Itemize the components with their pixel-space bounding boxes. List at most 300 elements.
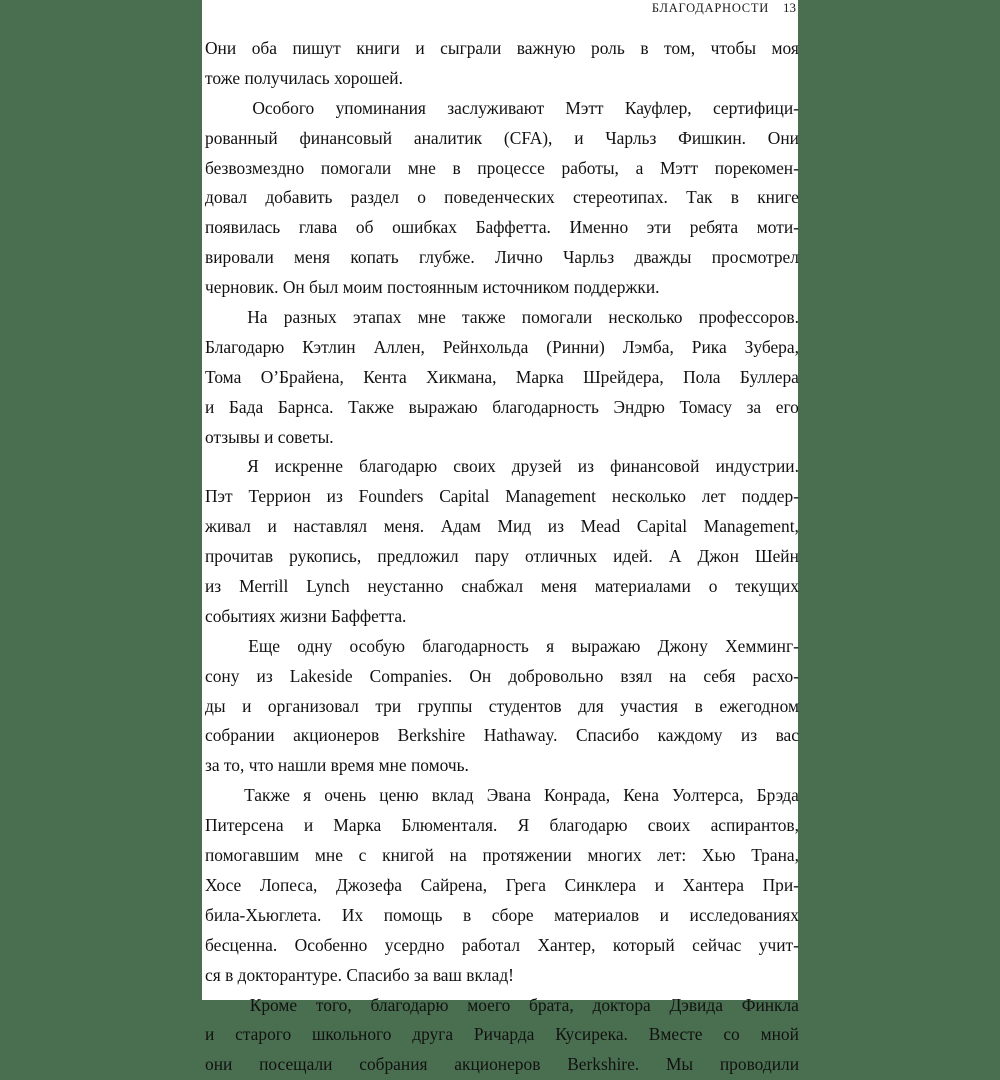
word: Он bbox=[469, 662, 491, 692]
word: работал bbox=[462, 931, 520, 961]
word: раздел bbox=[351, 183, 399, 213]
word: ребята bbox=[690, 213, 738, 243]
word: заслуживают bbox=[447, 94, 544, 124]
word: пишут bbox=[292, 34, 340, 64]
word: брата, bbox=[529, 991, 574, 1021]
word: очень bbox=[324, 781, 366, 811]
word: а bbox=[636, 154, 644, 184]
word: своих bbox=[648, 811, 691, 841]
word: Тома bbox=[205, 363, 241, 393]
word: поддер- bbox=[742, 482, 799, 512]
word: поведенческих bbox=[444, 183, 555, 213]
word: ежегодном bbox=[719, 692, 799, 722]
word: за bbox=[747, 393, 762, 423]
word: о bbox=[709, 572, 718, 602]
word: материалами bbox=[595, 572, 691, 602]
word: довал bbox=[205, 183, 247, 213]
word: глубже. bbox=[419, 243, 475, 273]
word: финансовый bbox=[300, 124, 393, 154]
word: Марка bbox=[516, 363, 564, 393]
body-text bbox=[202, 34, 800, 1080]
word: индустрии. bbox=[716, 452, 799, 482]
word: дважды bbox=[634, 243, 691, 273]
word: проводили bbox=[720, 1050, 799, 1080]
word: Так bbox=[686, 183, 712, 213]
word: старого bbox=[235, 1020, 291, 1050]
text-line: черновик. Он был моим постоянным источником поддержки. bbox=[205, 273, 799, 303]
word: (Ринни) bbox=[546, 333, 604, 363]
word: Финкла bbox=[742, 991, 799, 1021]
word: Барнса. bbox=[278, 393, 334, 423]
word: в bbox=[695, 692, 703, 722]
word: Именно bbox=[570, 213, 629, 243]
word: искренне bbox=[275, 452, 343, 482]
word: особую bbox=[350, 632, 405, 662]
word: рукопись, bbox=[289, 542, 361, 572]
text-line bbox=[205, 572, 799, 602]
word: акционеров bbox=[293, 721, 379, 751]
word: об bbox=[356, 213, 374, 243]
word: Mead bbox=[581, 512, 621, 542]
word: Джон bbox=[697, 542, 738, 572]
word: финансовой bbox=[610, 452, 699, 482]
word: Бада bbox=[229, 393, 263, 423]
word: Рика bbox=[692, 333, 727, 363]
word: Мэтт bbox=[660, 154, 698, 184]
word: глава bbox=[299, 213, 337, 243]
text-line bbox=[205, 213, 799, 243]
word: благодарность bbox=[422, 632, 529, 662]
word: копать bbox=[350, 243, 398, 273]
word: наставлял bbox=[293, 512, 367, 542]
word: Хантера bbox=[683, 871, 744, 901]
word: процессе bbox=[477, 154, 545, 184]
word: На bbox=[247, 303, 267, 333]
word: Пола bbox=[683, 363, 720, 393]
word: Кауфлер, bbox=[625, 94, 692, 124]
word: Особенно bbox=[295, 931, 368, 961]
word: Хью bbox=[702, 841, 735, 871]
word: Благодарю bbox=[205, 333, 284, 363]
text-line bbox=[205, 811, 799, 841]
text-line bbox=[205, 542, 799, 572]
word: Они bbox=[768, 124, 799, 154]
word: в bbox=[731, 183, 739, 213]
word: группы bbox=[418, 692, 473, 722]
word: одну bbox=[297, 632, 332, 662]
word: Хосе bbox=[205, 871, 241, 901]
word: (CFA), bbox=[504, 124, 552, 154]
word: несколько bbox=[612, 482, 686, 512]
word: Хантер, bbox=[537, 931, 595, 961]
word: Кусирека. bbox=[555, 1020, 628, 1050]
word: Мэтт bbox=[565, 94, 603, 124]
text-line bbox=[205, 34, 799, 64]
text-line bbox=[205, 452, 799, 482]
text-line bbox=[205, 1020, 799, 1050]
word: они bbox=[205, 1050, 232, 1080]
word: Лэмба, bbox=[623, 333, 674, 363]
word: Брэда bbox=[757, 781, 799, 811]
word: Их bbox=[342, 901, 363, 931]
word: Джону bbox=[658, 632, 708, 662]
word: При- bbox=[763, 871, 799, 901]
word: била-Хьюглета. bbox=[205, 901, 321, 931]
text-line bbox=[205, 94, 799, 124]
word: Berkshire bbox=[398, 721, 466, 751]
text-line bbox=[205, 692, 799, 722]
word: расхо- bbox=[753, 662, 799, 692]
word: и bbox=[205, 1020, 214, 1050]
word: ды bbox=[205, 692, 226, 722]
text-line bbox=[205, 662, 799, 692]
word: ошибках bbox=[392, 213, 457, 243]
word: Зубера, bbox=[745, 333, 799, 363]
word: снабжал bbox=[461, 572, 523, 602]
word: предложил bbox=[377, 542, 458, 572]
word: Террион bbox=[248, 482, 310, 512]
text-line: за то, что нашли время мне помочь. bbox=[205, 751, 799, 781]
word: помогали bbox=[321, 154, 391, 184]
word: Марка bbox=[333, 811, 381, 841]
text-line: событиях жизни Баффетта. bbox=[205, 602, 799, 632]
word: Кента bbox=[363, 363, 407, 393]
word: появилась bbox=[205, 213, 280, 243]
word: Management, bbox=[704, 512, 799, 542]
word: который bbox=[613, 931, 675, 961]
word: в bbox=[453, 154, 461, 184]
text-line: отзывы и советы. bbox=[205, 423, 799, 453]
text-line bbox=[205, 991, 799, 1021]
word: сертифици- bbox=[713, 94, 799, 124]
word: Я bbox=[247, 452, 259, 482]
word: доктора bbox=[593, 991, 651, 1021]
word: и bbox=[574, 124, 583, 154]
word: порекомен- bbox=[715, 154, 799, 184]
word: Вместе bbox=[649, 1020, 703, 1050]
word: Capital bbox=[637, 512, 687, 542]
paragraph bbox=[205, 94, 799, 303]
word: учит- bbox=[759, 931, 799, 961]
text-line bbox=[205, 482, 799, 512]
word: благодарю bbox=[359, 452, 437, 482]
word: участия bbox=[620, 692, 678, 722]
word: Спасибо bbox=[576, 721, 639, 751]
word: помогавшим bbox=[205, 841, 299, 871]
text-line: ся в докторантуре. Спасибо за ваш вклад! bbox=[205, 961, 799, 991]
text-line bbox=[205, 931, 799, 961]
word: важную bbox=[517, 34, 576, 64]
book-page-sheet bbox=[202, 0, 798, 1000]
text-line bbox=[205, 871, 799, 901]
word: Томасу bbox=[679, 393, 731, 423]
word: Capital bbox=[439, 482, 489, 512]
word: благодарю bbox=[371, 991, 449, 1021]
paragraph-indent bbox=[205, 632, 231, 662]
word: Сайрена, bbox=[421, 871, 487, 901]
word: Companies. bbox=[370, 662, 453, 692]
word: Питерсена bbox=[205, 811, 284, 841]
word: Синклера bbox=[565, 871, 636, 901]
word: Кроме bbox=[250, 991, 297, 1021]
word: том, bbox=[664, 34, 695, 64]
word: Аллен, bbox=[374, 333, 425, 363]
word: помогали bbox=[522, 303, 592, 333]
word: о bbox=[417, 183, 426, 213]
word: сону bbox=[205, 662, 239, 692]
word: я bbox=[546, 632, 554, 662]
word: его bbox=[776, 393, 799, 423]
word: Блюменталя. bbox=[401, 811, 497, 841]
word: Hathaway. bbox=[484, 721, 558, 751]
paragraph-indent bbox=[205, 781, 231, 811]
word: также bbox=[462, 303, 506, 333]
paragraph-indent bbox=[205, 94, 231, 124]
word: я bbox=[303, 781, 311, 811]
word: роль bbox=[591, 34, 625, 64]
word: сейчас bbox=[692, 931, 741, 961]
word: мне bbox=[418, 303, 446, 333]
word: Еще bbox=[248, 632, 280, 662]
word: с bbox=[359, 841, 367, 871]
word: работы, bbox=[562, 154, 619, 184]
running-head-title: БЛАГОДАРНОСТИ bbox=[652, 0, 769, 16]
word: студентов bbox=[489, 692, 562, 722]
word: организовал bbox=[268, 692, 359, 722]
word: идей. bbox=[613, 542, 653, 572]
word: Хикмана, bbox=[426, 363, 496, 393]
word: аспирантов, bbox=[711, 811, 799, 841]
word: посещали bbox=[259, 1050, 332, 1080]
word: Рейнхольда bbox=[443, 333, 528, 363]
word: Уолтерса, bbox=[672, 781, 744, 811]
word: школьного bbox=[312, 1020, 391, 1050]
word: Кэтлин bbox=[302, 333, 355, 363]
word: Конрада, bbox=[544, 781, 610, 811]
word: собрания bbox=[359, 1050, 427, 1080]
word: чтобы bbox=[711, 34, 756, 64]
word: благодарность bbox=[492, 393, 599, 423]
word: лет bbox=[702, 482, 726, 512]
text-line bbox=[205, 841, 799, 871]
word: Кена bbox=[623, 781, 659, 811]
word: выражаю bbox=[409, 393, 478, 423]
word: того, bbox=[316, 991, 352, 1021]
word: Особого bbox=[252, 94, 314, 124]
paragraph-indent bbox=[205, 303, 231, 333]
text-line bbox=[205, 393, 799, 423]
word: отличных bbox=[525, 542, 597, 572]
word: Также bbox=[348, 393, 394, 423]
word: Эндрю bbox=[614, 393, 665, 423]
word: на bbox=[669, 662, 686, 692]
word: Management bbox=[505, 482, 596, 512]
paragraph-indent bbox=[205, 452, 231, 482]
word: Шейн bbox=[755, 542, 799, 572]
word: мне bbox=[408, 154, 436, 184]
paragraph bbox=[205, 34, 799, 94]
word: профессоров. bbox=[699, 303, 799, 333]
word: выражаю bbox=[571, 632, 640, 662]
text-line bbox=[205, 512, 799, 542]
word: книги bbox=[356, 34, 400, 64]
word: со bbox=[723, 1020, 739, 1050]
word: моего bbox=[467, 991, 510, 1021]
word: Хемминг- bbox=[725, 632, 799, 662]
text-line bbox=[205, 154, 799, 184]
paragraph bbox=[205, 452, 799, 631]
word: и bbox=[205, 393, 214, 423]
word: книгой bbox=[382, 841, 434, 871]
word: текущих bbox=[735, 572, 799, 602]
word: сыграли bbox=[440, 34, 501, 64]
running-head bbox=[202, 0, 798, 22]
text-line bbox=[205, 781, 799, 811]
page-number: 13 bbox=[783, 0, 796, 16]
word: протяжении bbox=[482, 841, 571, 871]
word: собрании bbox=[205, 721, 275, 751]
word: друга bbox=[412, 1020, 453, 1050]
word: Баффетта. bbox=[476, 213, 551, 243]
word: сборе bbox=[492, 901, 534, 931]
word: этапах bbox=[353, 303, 402, 333]
word: аналитик bbox=[414, 124, 482, 154]
paragraph bbox=[205, 632, 799, 781]
word: Founders bbox=[359, 482, 424, 512]
word: лет: bbox=[657, 841, 686, 871]
paragraph bbox=[205, 991, 799, 1080]
word: оба bbox=[252, 34, 277, 64]
word: эти bbox=[647, 213, 671, 243]
word: и bbox=[660, 901, 669, 931]
word: Мы bbox=[666, 1050, 693, 1080]
text-line: тоже получилась хорошей. bbox=[205, 64, 799, 94]
word: вас bbox=[776, 721, 799, 751]
word: разных bbox=[284, 303, 337, 333]
word: просмотрел bbox=[712, 243, 799, 273]
word: Эвана bbox=[487, 781, 531, 811]
word: неустанно bbox=[368, 572, 444, 602]
word: Дэвида bbox=[670, 991, 723, 1021]
word: взял bbox=[620, 662, 652, 692]
word: и bbox=[304, 811, 313, 841]
word: акционеров bbox=[454, 1050, 540, 1080]
word: прочитав bbox=[205, 542, 273, 572]
word: Также bbox=[244, 781, 290, 811]
word: Чарльз bbox=[563, 243, 614, 273]
word: безвозмездно bbox=[205, 154, 304, 184]
word: Фишкин. bbox=[678, 124, 746, 154]
text-line bbox=[205, 901, 799, 931]
text-line bbox=[205, 363, 799, 393]
text-line bbox=[205, 1050, 799, 1080]
word: в bbox=[463, 901, 471, 931]
word: себя bbox=[703, 662, 735, 692]
word: Лопеса, bbox=[260, 871, 318, 901]
word: А bbox=[669, 542, 682, 572]
word: моти- bbox=[757, 213, 799, 243]
word: упоминания bbox=[336, 94, 426, 124]
word: на bbox=[450, 841, 467, 871]
text-line bbox=[205, 632, 799, 662]
word: и bbox=[268, 512, 277, 542]
word: мне bbox=[315, 841, 343, 871]
word: несколько bbox=[608, 303, 682, 333]
word: из bbox=[741, 721, 757, 751]
word: три bbox=[375, 692, 401, 722]
word: меня bbox=[294, 243, 330, 273]
word: Они bbox=[205, 34, 236, 64]
word: материалов bbox=[554, 901, 639, 931]
text-line bbox=[205, 303, 799, 333]
word: вировали bbox=[205, 243, 274, 273]
word: вклад bbox=[432, 781, 474, 811]
text-line bbox=[205, 333, 799, 363]
word: каждому bbox=[658, 721, 723, 751]
word: Мид bbox=[498, 512, 532, 542]
paragraph bbox=[205, 781, 799, 990]
word: Джозефа bbox=[336, 871, 402, 901]
word: Merrill bbox=[239, 572, 288, 602]
word: Ричарда bbox=[474, 1020, 534, 1050]
word: из bbox=[205, 572, 221, 602]
word: Lynch bbox=[306, 572, 349, 602]
text-line bbox=[205, 124, 799, 154]
word: Пэт bbox=[205, 482, 233, 512]
word: исследованиях bbox=[690, 901, 799, 931]
word: благодарю bbox=[550, 811, 628, 841]
word: помощь bbox=[384, 901, 443, 931]
word: Трана, bbox=[751, 841, 799, 871]
word: книге bbox=[757, 183, 799, 213]
word: стереотипах. bbox=[573, 183, 668, 213]
word: Чарльз bbox=[605, 124, 656, 154]
word: многих bbox=[587, 841, 641, 871]
word: мной bbox=[761, 1020, 799, 1050]
text-line bbox=[205, 183, 799, 213]
word: Berkshire. bbox=[567, 1050, 639, 1080]
word: усердно bbox=[385, 931, 445, 961]
word: и bbox=[242, 692, 251, 722]
word: Я bbox=[518, 811, 530, 841]
word: из bbox=[327, 482, 343, 512]
word: О’Брайена, bbox=[261, 363, 344, 393]
word: в bbox=[640, 34, 648, 64]
text-line bbox=[205, 721, 799, 751]
word: из bbox=[257, 662, 273, 692]
word: пару bbox=[475, 542, 509, 572]
word: для bbox=[578, 692, 604, 722]
word: меня. bbox=[384, 512, 424, 542]
word: Lakeside bbox=[290, 662, 353, 692]
word: из bbox=[548, 512, 564, 542]
word: и bbox=[415, 34, 424, 64]
word: ценю bbox=[379, 781, 418, 811]
word: меня bbox=[541, 572, 577, 602]
word: друзей bbox=[512, 452, 562, 482]
word: и bbox=[655, 871, 664, 901]
word: добровольно bbox=[508, 662, 603, 692]
word: Адам bbox=[441, 512, 481, 542]
paragraph bbox=[205, 303, 799, 452]
word: из bbox=[578, 452, 594, 482]
word: моя bbox=[772, 34, 799, 64]
word: своих bbox=[453, 452, 496, 482]
word: рованный bbox=[205, 124, 278, 154]
word: Лично bbox=[495, 243, 543, 273]
word: живал bbox=[205, 512, 251, 542]
word: Грега bbox=[506, 871, 546, 901]
